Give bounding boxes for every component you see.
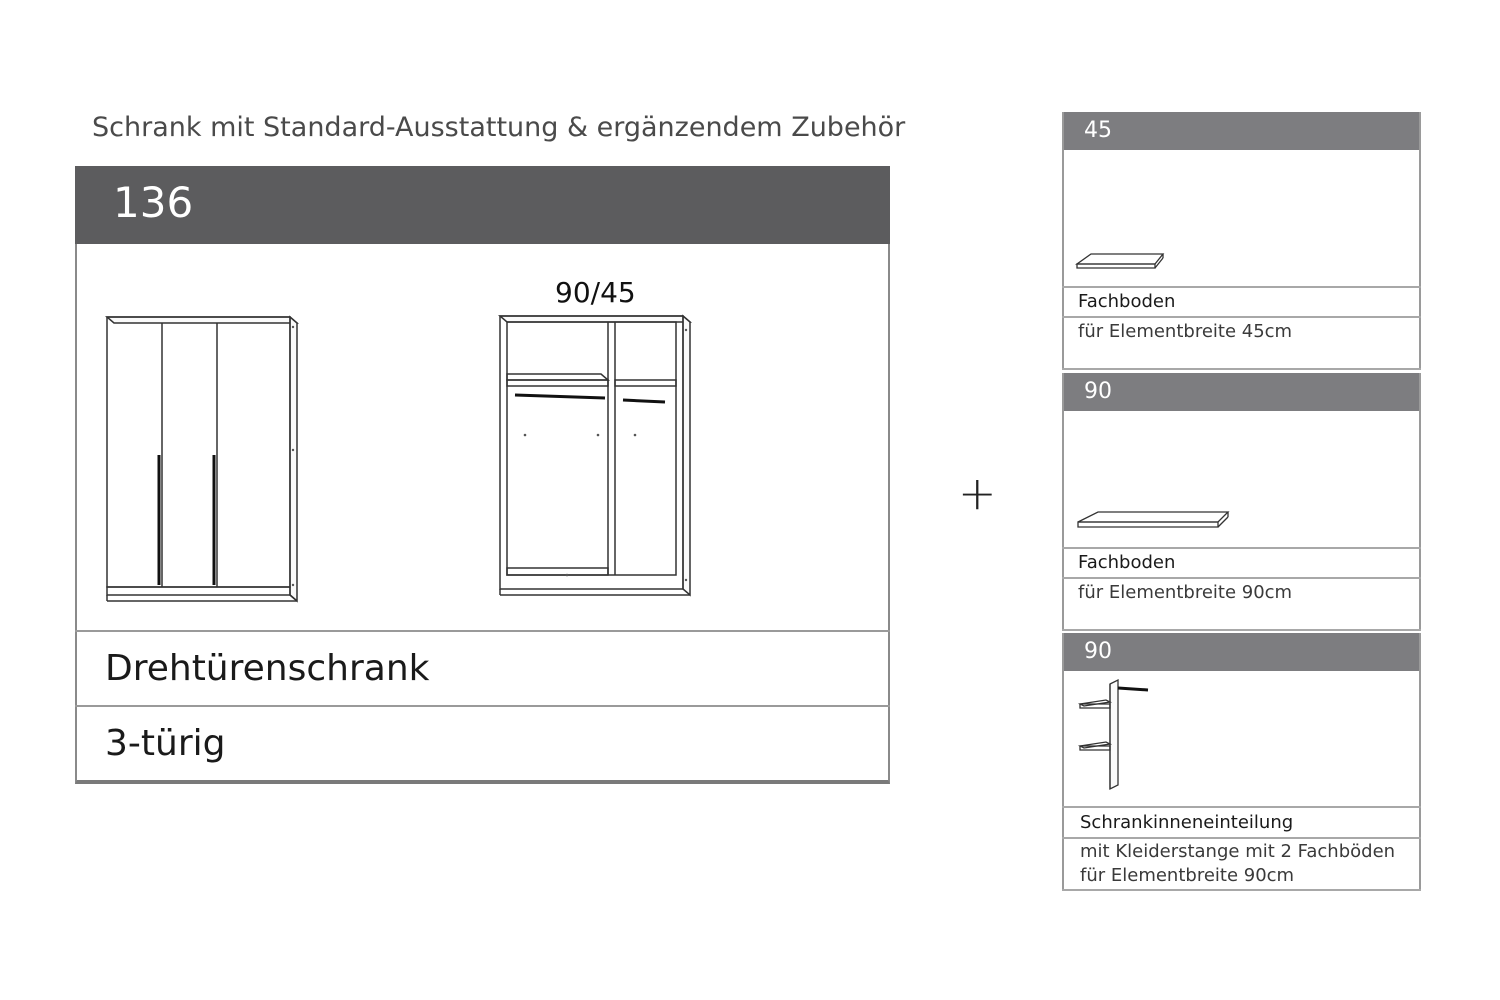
accessory-divider [1062, 629, 1421, 631]
product-type: Drehtürenschrank [105, 648, 430, 689]
row-divider [75, 630, 890, 632]
accessory-divider [1062, 368, 1421, 370]
accessory-name: Schrankinneneinteilung [1080, 812, 1294, 833]
plus-icon: + [958, 466, 997, 520]
accessory-divider [1062, 286, 1421, 288]
page-title: Schrank mit Standard-Ausstattung & ergänzendem Zubehör [92, 112, 906, 143]
accessory-width-label: 45 [1064, 112, 1419, 150]
accessory-width-label: 90 [1064, 633, 1419, 671]
accessory-name: Fachboden [1078, 552, 1176, 573]
wardrobe-closed-drawing [100, 305, 310, 605]
shelf-90-drawing [1076, 510, 1231, 532]
product-width-label: 136 [113, 178, 194, 227]
accessory-divider [1062, 889, 1421, 891]
accessory-description: für Elementbreite 45cm [1078, 321, 1293, 342]
wardrobe-open-drawing [495, 310, 700, 600]
product-card-header [75, 166, 890, 244]
accessory-divider [1062, 577, 1421, 579]
product-variant: 3-türig [105, 723, 226, 764]
accessory-divider [1062, 316, 1421, 318]
row-divider [75, 705, 890, 707]
accessory-name: Fachboden [1078, 291, 1176, 312]
accessory-description: mit Kleiderstange mit 2 Fachböden [1080, 841, 1396, 862]
accessory-width-label: 90 [1064, 373, 1419, 411]
accessory-divider [1062, 837, 1421, 839]
accessory-description: für Elementbreite 90cm [1078, 582, 1293, 603]
accessory-divider [1062, 806, 1421, 808]
accessory-description: für Elementbreite 90cm [1080, 865, 1295, 886]
accessory-divider [1062, 547, 1421, 549]
shelf-45-drawing [1075, 252, 1170, 274]
interior-dimension-label: 90/45 [555, 276, 636, 309]
interior-fitting-drawing [1078, 680, 1153, 792]
